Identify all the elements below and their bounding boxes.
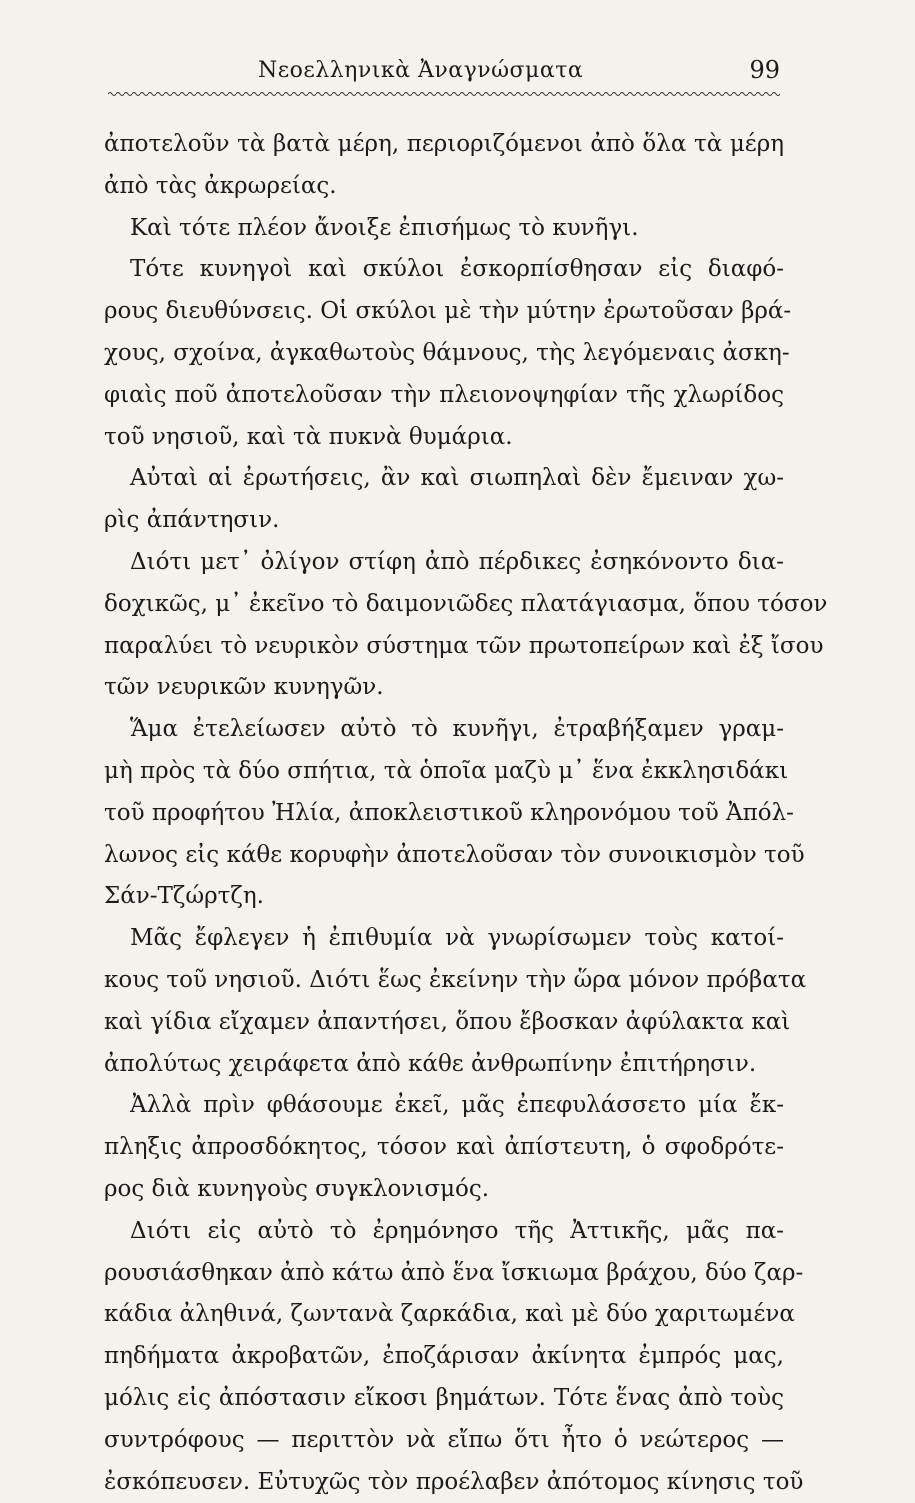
text-line: ρὶς ἀπάντησιν. <box>104 500 784 542</box>
text-line: τῶν νευρικῶν κυνηγῶν. <box>104 667 784 709</box>
text-line: Αὐταὶ αἱ ἐρωτήσεις, ἂν καὶ σιωπηλαὶ δὲν ἔμειναν χω- <box>104 458 784 500</box>
text-line: ἐσκόπευσεν. Εὐτυχῶς τὸν προέλαβεν ἀπότομος κίνησις τοῦ <box>104 1462 784 1503</box>
text-line: Διότι μετ᾽ ὀλίγον στίφη ἀπὸ πέρδικες ἐσηκόνοντο δια- <box>104 542 784 584</box>
page-header <box>108 56 780 90</box>
text-line: ἀποτελοῦν τὰ βατὰ μέρη, περιοριζόμενοι ἀπὸ ὅλα τὰ μέρη <box>104 124 784 166</box>
text-line: χους, σχοίνα, ἀγκαθωτοὺς θάμνους, τὴς λεγόμεναις ἀσκη- <box>104 333 784 375</box>
text-line: ἀπολύτως χειράφετα ἀπὸ κάθε ἀνθρωπίνην ἐπιτήρησιν. <box>104 1044 784 1086</box>
text-line: πληξις ἀπροσδόκητος, τόσον καὶ ἀπίστευτη, ὁ σφοδρότε- <box>104 1127 784 1169</box>
text-line: Σάν-Τζώρτζη. <box>104 876 784 918</box>
text-line: δοχικῶς, μ᾽ ἐκεῖνο τὸ δαιμονιῶδες πλατάγιασμα, ὅπου τόσον <box>104 584 784 626</box>
text-line: ρος διὰ κυνηγοὺς συγκλονισμός. <box>104 1169 784 1211</box>
text-line: μόλις εἰς ἀπόστασιν εἴκοσι βημάτων. Τότε ἕνας ἀπὸ τοὺς <box>104 1378 784 1420</box>
text-line: κους τοῦ νησιοῦ. Διότι ἕως ἐκείνην τὴν ὥρα μόνον πρόβατα <box>104 960 784 1002</box>
running-title: Νεοελληνικὰ Ἀναγνώσματα <box>258 58 583 83</box>
text-line: Τότε κυνηγοὶ καὶ σκύλοι ἐσκορπίσθησαν εἰς διαφό- <box>104 249 784 291</box>
text-line: ρους διευθύνσεις. Οἱ σκύλοι μὲ τὴν μύτην ἐρωτοῦσαν βρά- <box>104 291 784 333</box>
text-line: ἀπὸ τὰς ἀκρωρείας. <box>104 166 784 208</box>
text-line: κάδια ἀληθινά, ζωντανὰ ζαρκάδια, καὶ μὲ δύο χαριτωμένα <box>104 1294 784 1336</box>
text-line: καὶ γίδια εἴχαμεν ἀπαντήσει, ὅπου ἔβοσκαν ἀφύλακτα καὶ <box>104 1002 784 1044</box>
text-line: ρουσιάσθηκαν ἀπὸ κάτω ἀπὸ ἕνα ἴσκιωμα βράχου, δύο ζαρ- <box>104 1253 784 1295</box>
text-line: Ἅμα ἐτελείωσεν αὐτὸ τὸ κυνῆγι, ἐτραβήξαμεν γραμ- <box>104 709 784 751</box>
text-line: παραλύει τὸ νευρικὸν σύστημα τῶν πρωτοπείρων καὶ ἐξ ἴσου <box>104 626 784 668</box>
body-text <box>104 124 784 1503</box>
text-line: μὴ πρὸς τὰ δύο σπήτια, τὰ ὁποῖα μαζὺ μ᾽ ἕνα ἐκκλησιδάκι <box>104 751 784 793</box>
text-line: τοῦ προφήτου Ἠλία, ἀποκλειστικοῦ κληρονόμου τοῦ Ἀπόλ- <box>104 793 784 835</box>
text-line: Μᾶς ἔφλεγεν ἡ ἐπιθυμία νὰ γνωρίσωμεν τοὺς κατοί- <box>104 918 784 960</box>
text-line: Καὶ τότε πλέον ἄνοιξε ἐπισήμως τὸ κυνῆγι. <box>104 208 784 250</box>
text-line: Διότι εἰς αὐτὸ τὸ ἐρημόνησο τῆς Ἀττικῆς, μᾶς πα- <box>104 1211 784 1253</box>
text-line: τοῦ νησιοῦ, καὶ τὰ πυκνὰ θυμάρια. <box>104 417 784 459</box>
page-number: 99 <box>749 56 780 84</box>
text-line: πηδήματα ἀκροβατῶν, ἐποζάρισαν ἀκίνητα ἐμπρός μας, <box>104 1336 784 1378</box>
header-wavy-rule <box>108 91 780 97</box>
text-line: φιαὶς ποῦ ἀποτελοῦσαν τὴν πλειονοψηφίαν τῆς χλωρίδος <box>104 375 784 417</box>
text-line: συντρόφους — περιττὸν νὰ εἴπω ὅτι ἦτο ὁ νεώτερος — <box>104 1420 784 1462</box>
text-line: Ἀλλὰ πρὶν φθάσουμε ἐκεῖ, μᾶς ἐπεφυλάσσετο μία ἔκ- <box>104 1085 784 1127</box>
text-line: λωνος εἰς κάθε κορυφὴν ἀποτελοῦσαν τὸν συνοικισμὸν τοῦ <box>104 835 784 877</box>
